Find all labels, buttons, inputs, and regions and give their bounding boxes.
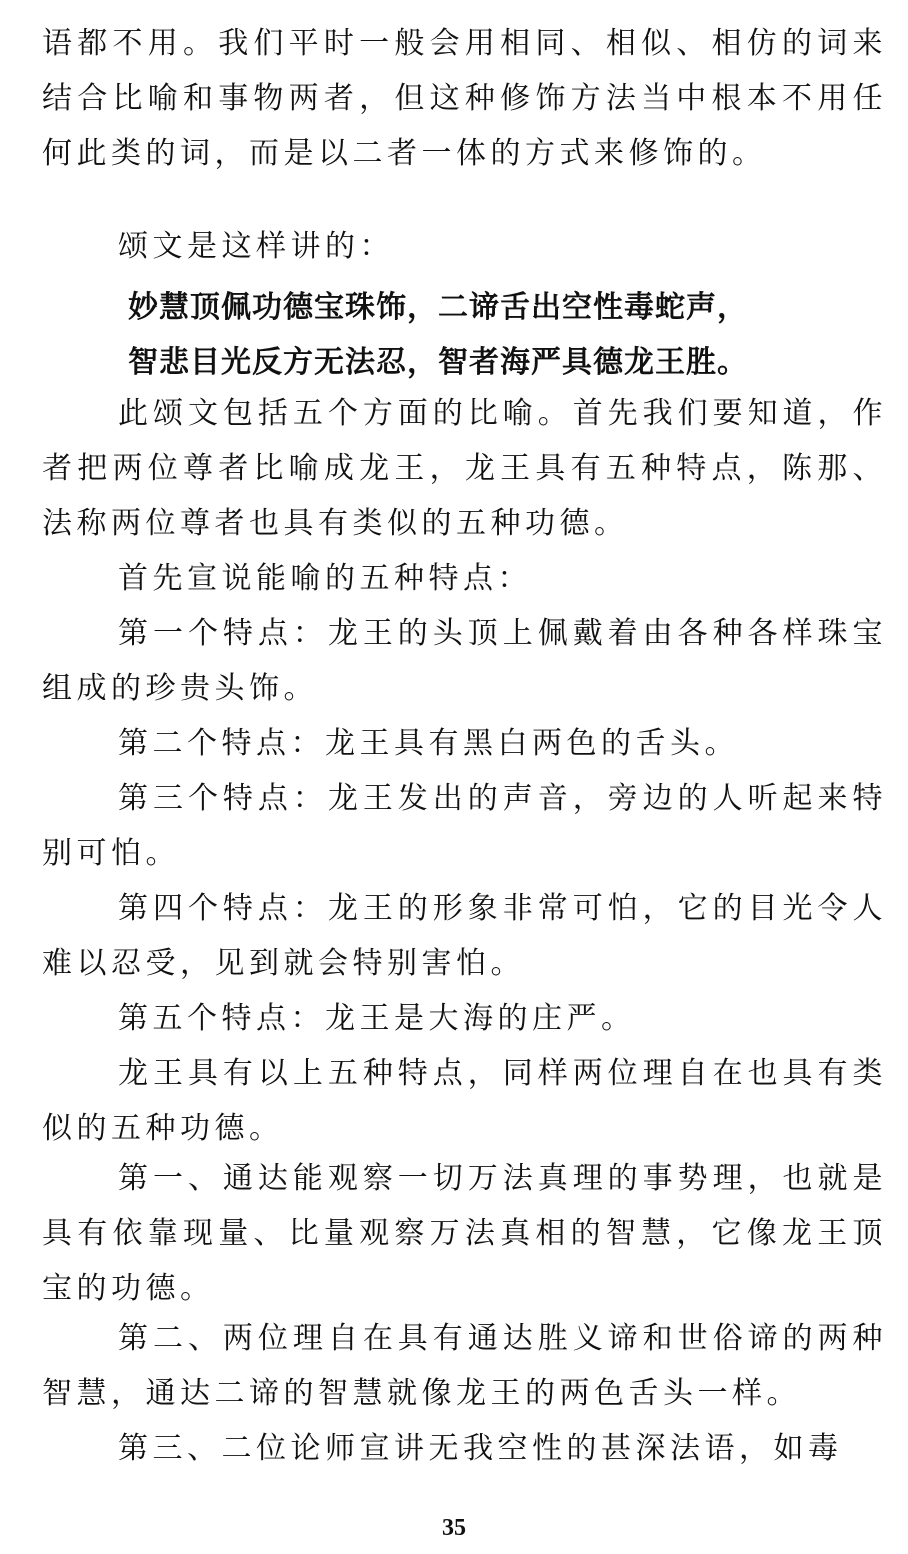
paragraph-feature-1: 第一个特点：龙王的头顶上佩戴着由各种各样珠宝组成的珍贵头饰。 <box>42 616 887 706</box>
paragraph-five-metaphors: 此颂文包括五个方面的比喻。首先我们要知道，作者把两位尊者比喻成龙王，龙王具有五种特点，陈那、法称两位尊者也具有类似的五种功德。 <box>42 396 887 541</box>
page-number: 35 <box>442 1515 466 1541</box>
verse-line-2: 智悲目光反方无法忍，智者海严具德龙王胜。 <box>128 345 748 380</box>
paragraph-virtue-1: 第一、通达能观察一切万法真理的事势理，也就是具有依靠现量、比量观察万法真相的智慧，它像龙王顶宝的功德。 <box>42 1161 887 1306</box>
paragraph-virtue-3: 第三、二位论师宣讲无我空性的甚深法语，如毒 <box>118 1431 843 1466</box>
paragraph-feature-4: 第四个特点：龙王的形象非常可怕，它的目光令人难以忍受，见到就会特别害怕。 <box>42 891 887 981</box>
paragraph-feature-2: 第二个特点：龙王具有黑白两色的舌头。 <box>118 726 739 761</box>
paragraph-five-features-intro: 首先宣说能喻的五种特点： <box>118 561 532 596</box>
paragraph-verse-intro: 颂文是这样讲的： <box>118 229 394 264</box>
paragraph-feature-3: 第三个特点：龙王发出的声音，旁边的人听起来特别可怕。 <box>42 781 887 871</box>
paragraph-feature-5: 第五个特点：龙王是大海的庄严。 <box>118 1001 636 1036</box>
verse-line-1: 妙慧顶佩功德宝珠饰，二谛舌出空性毒蛇声， <box>128 290 748 325</box>
paragraph-two-masters: 龙王具有以上五种特点，同样两位理自在也具有类似的五种功德。 <box>42 1056 887 1146</box>
paragraph-virtue-2: 第二、两位理自在具有通达胜义谛和世俗谛的两种智慧，通达二谛的智慧就像龙王的两色舌头一样。 <box>42 1321 887 1411</box>
paragraph-continuation: 语都不用。我们平时一般会用相同、相似、相仿的词来结合比喻和事物两者，但这种修饰方法当中根本不用任何此类的词，而是以二者一体的方式来修饰的。 <box>42 26 887 171</box>
